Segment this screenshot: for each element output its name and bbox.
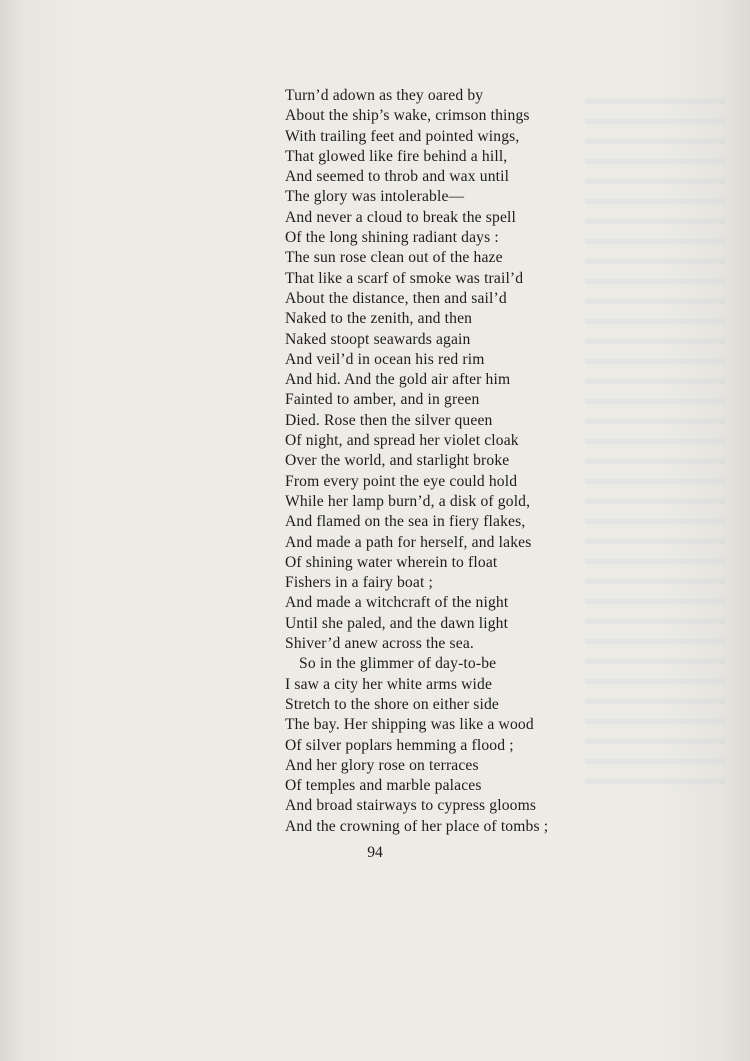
- poem-line: And the crowning of her place of tombs ;: [285, 817, 549, 835]
- poem-line: Over the world, and starlight broke: [285, 452, 510, 470]
- poem-line: And broad stairways to cypress glooms: [285, 797, 537, 815]
- poem-line: With trailing feet and pointed wings,: [285, 127, 520, 145]
- poem-line: Of night, and spread her violet cloak: [285, 432, 519, 450]
- poem-line: I saw a city her white arms wide: [285, 675, 493, 693]
- poem-line: The glory was intolerable—: [285, 188, 465, 206]
- poem-line: And never a cloud to break the spell: [285, 208, 516, 226]
- poem-line: Shiver’d anew across the sea.: [285, 635, 474, 653]
- poem-line: From every point the eye could hold: [285, 472, 518, 490]
- poem-line: Until she paled, and the dawn light: [285, 614, 509, 632]
- poem-line: Died. Rose then the silver queen: [285, 411, 493, 429]
- poem-line: Naked stoopt seawards again: [285, 330, 471, 348]
- poem-line: Turn’d adown as they oared by: [285, 87, 484, 104]
- poem-line: And hid. And the gold air after him: [285, 371, 511, 389]
- poem-line: About the ship’s wake, crimson things: [285, 107, 530, 125]
- poem-line: Fishers in a fairy boat ;: [285, 574, 433, 592]
- poem-line: That like a scarf of smoke was trail’d: [285, 269, 524, 287]
- poem-line: And her glory rose on terraces: [285, 756, 479, 774]
- poem-line: While her lamp burn’d, a disk of gold,: [285, 492, 531, 510]
- poem-line: And flamed on the sea in fiery flakes,: [285, 513, 526, 531]
- poem-line: And made a witchcraft of the night: [285, 594, 509, 612]
- poem-line: And made a path for herself, and lakes: [285, 533, 532, 551]
- poem-line: Of temples and marble palaces: [285, 777, 482, 795]
- poem-line: The bay. Her shipping was like a wood: [285, 716, 534, 734]
- poem-line: Of the long shining radiant days :: [285, 229, 499, 247]
- poem-line-indented: So in the glimmer of day-to-be: [299, 655, 497, 673]
- poem-text: [285, 86, 548, 837]
- poem-line: That glowed like fire behind a hill,: [285, 147, 508, 165]
- poem-line: Naked to the zenith, and then: [285, 310, 473, 328]
- page-number: 94: [367, 844, 383, 861]
- poem-line: Fainted to amber, and in green: [285, 391, 480, 409]
- show-through-text: [585, 90, 725, 790]
- poem-line: Of silver poplars hemming a flood ;: [285, 736, 514, 754]
- poem-line: And seemed to throb and wax until: [285, 168, 510, 186]
- poem-line: Stretch to the shore on either side: [285, 695, 499, 713]
- poem-line: The sun rose clean out of the haze: [285, 249, 503, 267]
- poem-line: About the distance, then and sail’d: [285, 289, 507, 307]
- poem-line: And veil’d in ocean his red rim: [285, 350, 485, 368]
- poem-line: Of shining water wherein to float: [285, 553, 498, 571]
